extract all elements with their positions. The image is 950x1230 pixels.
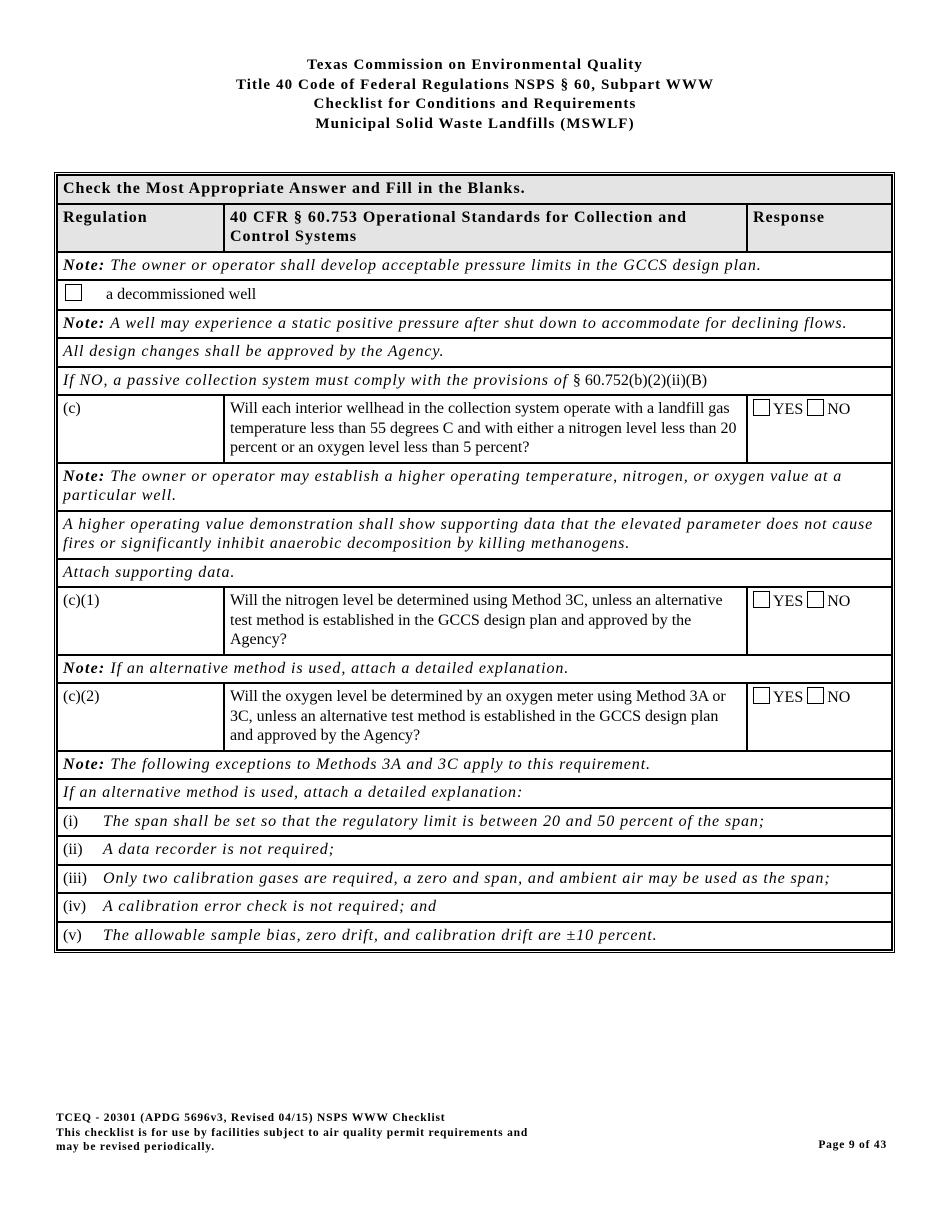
checklist-table [54,172,895,953]
usage-note-line2: may be revised periodically. [56,1141,215,1153]
decommissioned-well-label: a decommissioned well [106,286,257,303]
decommissioned-well-checkbox[interactable] [65,284,82,301]
checklist-title: Checklist for Conditions and Requirements [313,96,637,112]
design-changes-row: All design changes shall be approved by the Agency. [57,338,892,367]
response-c2: YES NO [747,683,892,751]
section-title-header: 40 CFR § 60.753 Operational Standards for Collection and Control Systems [224,204,747,252]
agency-title: Texas Commission on Environmental Quality [307,57,643,73]
no-checkbox[interactable] [807,591,824,608]
higher-value-row: A higher operating value demonstration shall show supporting data that the elevated parameter does not cause fires or significantly inhibit anaerobic decomposition by killing methanogens. [57,511,892,559]
question-c2: Will the oxygen level be determined by an oxygen meter using Method 3A or 3C, unless an alternative test method is established in the GCCS design plan and approved by the Agency? [224,683,747,751]
no-checkbox[interactable] [807,687,824,704]
note-alternative-method: Note: If an alternative method is used, attach a detailed explanation. [57,655,892,684]
note-label: Note: [63,256,106,274]
exception-item: (v) The allowable sample bias, zero drift, and calibration drift are ±10 percent. [57,922,892,951]
exception-item: (iv) A calibration error check is not required; and [57,893,892,922]
note-label: Note: [63,467,106,485]
yes-checkbox[interactable] [753,591,770,608]
alt-method-row: If an alternative method is used, attach a detailed explanation: [57,779,892,808]
attach-data-row: Attach supporting data. [57,559,892,588]
response-c1: YES NO [747,587,892,655]
exception-item: (iii) Only two calibration gases are required, a zero and span, and ambient air may be used as the span; [57,865,892,894]
note-label: Note: [63,659,106,677]
question-c1: Will the nitrogen level be determined using Method 3C, unless an alternative test method is established in the GCCS design plan and approved by the Agency? [224,587,747,655]
note-exceptions: Note: The following exceptions to Methods 3A and 3C apply to this requirement. [57,751,892,780]
exception-item: (ii) A data recorder is not required; [57,836,892,865]
note-pressure-limits: Note: The owner or operator shall develop acceptable pressure limits in the GCCS design plan. [57,252,892,281]
regulation-title: Title 40 Code of Federal Regulations NSPS § 60, Subpart WWW [235,76,715,93]
regulation-column-header: Regulation [57,204,224,252]
response-c: YES NO [747,395,892,463]
question-c: Will each interior wellhead in the collection system operate with a landfill gas temperature less than 55 degrees C and with either a nitrogen level less than 20 percent or an oxygen level less than 5 percent? [224,395,747,463]
footer-form-info [56,1111,528,1155]
instruction-row: Check the Most Appropriate Answer and Fill in the Blanks. [57,175,892,204]
yes-checkbox[interactable] [753,687,770,704]
note-label: Note: [63,755,106,773]
no-checkbox[interactable] [807,399,824,416]
landfill-title: Municipal Solid Waste Landfills (MSWLF) [315,115,635,132]
regulation-ref-c2: (c)(2) [57,683,224,751]
regulation-ref-c: (c) [57,395,224,463]
page-number: Page 9 of 43 [818,1139,887,1151]
decommissioned-well-row [57,280,892,310]
response-column-header: Response [747,204,892,252]
exception-item: (i) The span shall be set so that the regulatory limit is between 20 and 50 percent of the span; [57,808,892,837]
form-id: TCEQ - 20301 (APDG 5696v3, Revised 04/15) NSPS WWW Checklist [56,1112,446,1124]
usage-note-line1: This checklist is for use by facilities subject to air quality permit requirements and [56,1126,529,1139]
yes-checkbox[interactable] [753,399,770,416]
note-label: Note: [63,314,106,332]
regulation-ref-c1: (c)(1) [57,587,224,655]
document-header [0,56,950,134]
passive-ref: § 60.752(b)(2)(ii)(B) [572,371,708,389]
passive-system-row: If NO, a passive collection system must comply with the provisions of § 60.752(b)(2)(ii)(B) [57,367,892,396]
note-static-pressure: Note: A well may experience a static positive pressure after shut down to accommodate for declining flows. [57,310,892,339]
note-higher-temperature: Note: The owner or operator may establish a higher operating temperature, nitrogen, or oxygen value at a particular well. [57,463,892,511]
